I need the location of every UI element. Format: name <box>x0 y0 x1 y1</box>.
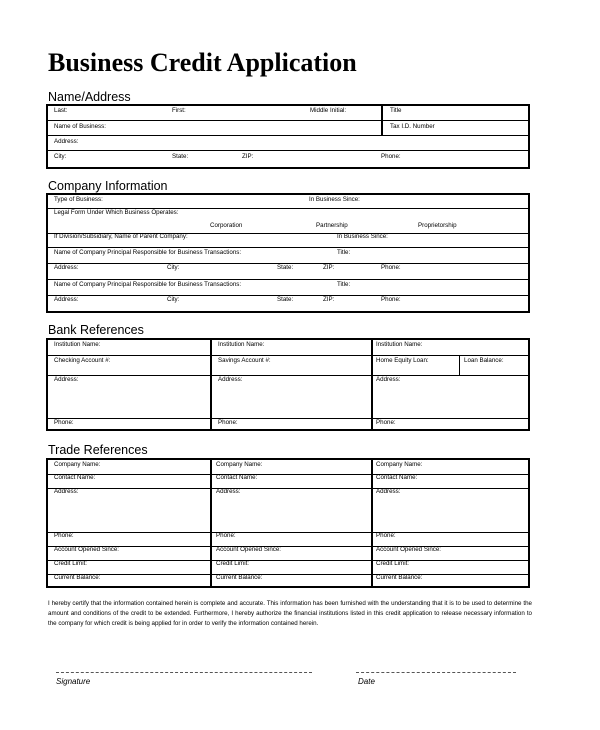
first-name-field[interactable]: First: <box>172 107 186 114</box>
trade-1-contact-name[interactable]: Contact Name: <box>54 474 96 481</box>
trade-2-account-opened[interactable]: Account Opened Since: <box>216 546 282 553</box>
principal-2-phone-field[interactable]: Phone: <box>381 296 401 303</box>
zip-field[interactable]: ZIP: <box>242 153 254 160</box>
principal-1-address-field[interactable]: Address: <box>54 264 79 271</box>
principal-2-title-field[interactable]: Title: <box>337 281 351 288</box>
tax-id-field[interactable]: Tax I.D. Number <box>390 123 435 130</box>
trade-1-current-balance[interactable]: Current Balance: <box>54 574 101 581</box>
principal-2-name-field[interactable]: Name of Company Principal Responsible for Business Transactions: <box>54 281 242 288</box>
trade-2-address[interactable]: Address: <box>216 488 241 495</box>
section-heading-bank-refs: Bank References <box>48 323 144 337</box>
principal-2-address-field[interactable]: Address: <box>54 296 79 303</box>
principal-1-city-field[interactable]: City: <box>167 264 180 271</box>
home-equity-loan-field[interactable]: Home Equity Loan: <box>376 357 429 364</box>
section-heading-company-info: Company Information <box>48 179 168 193</box>
trade-3-account-opened[interactable]: Account Opened Since: <box>376 546 442 553</box>
bank-refs-box <box>46 338 530 431</box>
principal-1-state-field[interactable]: State: <box>277 264 294 271</box>
trade-1-address[interactable]: Address: <box>54 488 79 495</box>
trade-3-credit-limit[interactable]: Credit Limit: <box>376 560 410 567</box>
trade-refs-box <box>46 458 530 588</box>
principal-2-zip-field[interactable]: ZIP: <box>323 296 335 303</box>
business-name-field[interactable]: Name of Business: <box>54 123 106 130</box>
savings-account-field[interactable]: Savings Account #: <box>218 357 271 364</box>
state-field[interactable]: State: <box>172 153 189 160</box>
principal-2-city-field[interactable]: City: <box>167 296 180 303</box>
trade-3-address[interactable]: Address: <box>376 488 401 495</box>
trade-1-phone[interactable]: Phone: <box>54 532 74 539</box>
principal-1-title-field[interactable]: Title: <box>337 249 351 256</box>
partnership-option[interactable]: Partnership <box>316 222 348 229</box>
loan-balance-field[interactable]: Loan Balance: <box>464 357 504 364</box>
bank-2-address-field[interactable]: Address: <box>218 376 243 383</box>
bank-1-phone-field[interactable]: Phone: <box>54 419 74 426</box>
bank-2-phone-field[interactable]: Phone: <box>218 419 238 426</box>
bank-3-institution-name[interactable]: Institution Name: <box>376 341 423 348</box>
trade-1-credit-limit[interactable]: Credit Limit: <box>54 560 88 567</box>
type-of-business-field[interactable]: Type of Business: <box>54 196 103 203</box>
bank-2-institution-name[interactable]: Institution Name: <box>218 341 265 348</box>
trade-2-current-balance[interactable]: Current Balance: <box>216 574 263 581</box>
date-line[interactable] <box>356 672 516 673</box>
trade-3-contact-name[interactable]: Contact Name: <box>376 474 418 481</box>
signature-label: Signature <box>56 677 91 686</box>
in-business-since-field[interactable]: In Business Since: <box>309 196 360 203</box>
section-heading-trade-refs: Trade References <box>48 443 148 457</box>
legal-form-label: Legal Form Under Which Business Operates: <box>54 209 179 216</box>
proprietorship-option[interactable]: Proprietorship <box>418 222 457 229</box>
section-heading-name-address: Name/Address <box>48 90 131 104</box>
principal-1-phone-field[interactable]: Phone: <box>381 264 401 271</box>
bank-1-institution-name[interactable]: Institution Name: <box>54 341 101 348</box>
trade-2-company-name[interactable]: Company Name: <box>216 461 263 468</box>
trade-1-account-opened[interactable]: Account Opened Since: <box>54 546 120 553</box>
page-title: Business Credit Application <box>48 48 357 77</box>
trade-2-phone[interactable]: Phone: <box>216 532 236 539</box>
signature-line[interactable] <box>56 672 312 673</box>
last-name-field[interactable]: Last: <box>54 107 68 114</box>
trade-3-current-balance[interactable]: Current Balance: <box>376 574 423 581</box>
parent-company-field[interactable]: If Division/Subsidiary, Name of Parent Company: <box>54 233 188 240</box>
principal-1-name-field[interactable]: Name of Company Principal Responsible for Business Transactions: <box>54 249 242 256</box>
corporation-option[interactable]: Corporation <box>210 222 243 229</box>
name-address-box <box>46 104 530 169</box>
bank-3-phone-field[interactable]: Phone: <box>376 419 396 426</box>
principal-1-zip-field[interactable]: ZIP: <box>323 264 335 271</box>
trade-3-company-name[interactable]: Company Name: <box>376 461 423 468</box>
checking-account-field[interactable]: Checking Account #: <box>54 357 111 364</box>
trade-2-credit-limit[interactable]: Credit Limit: <box>216 560 250 567</box>
bank-3-address-field[interactable]: Address: <box>376 376 401 383</box>
city-field[interactable]: City: <box>54 153 67 160</box>
address-field[interactable]: Address: <box>54 138 79 145</box>
bank-1-address-field[interactable]: Address: <box>54 376 79 383</box>
trade-3-phone[interactable]: Phone: <box>376 532 396 539</box>
principal-2-state-field[interactable]: State: <box>277 296 294 303</box>
phone-field[interactable]: Phone: <box>381 153 401 160</box>
certification-text: I hereby certify that the information contained herein is complete and accurate. This information has been furnished with the understanding that it is to be used to determine the amount and conditions of the credit to be extended. Furthermore, I hereby authorize the financial institutions listed in this credit application to release necessary information to the company for which credit is being applied for in order to verify the information contained herein. <box>48 600 532 627</box>
date-label: Date <box>358 677 375 686</box>
title-field[interactable]: Title <box>390 107 402 114</box>
trade-1-company-name[interactable]: Company Name: <box>54 461 101 468</box>
middle-initial-field[interactable]: Middle Initial: <box>310 107 347 114</box>
parent-in-business-since-field[interactable]: In Business Since: <box>337 233 388 240</box>
trade-2-contact-name[interactable]: Contact Name: <box>216 474 258 481</box>
